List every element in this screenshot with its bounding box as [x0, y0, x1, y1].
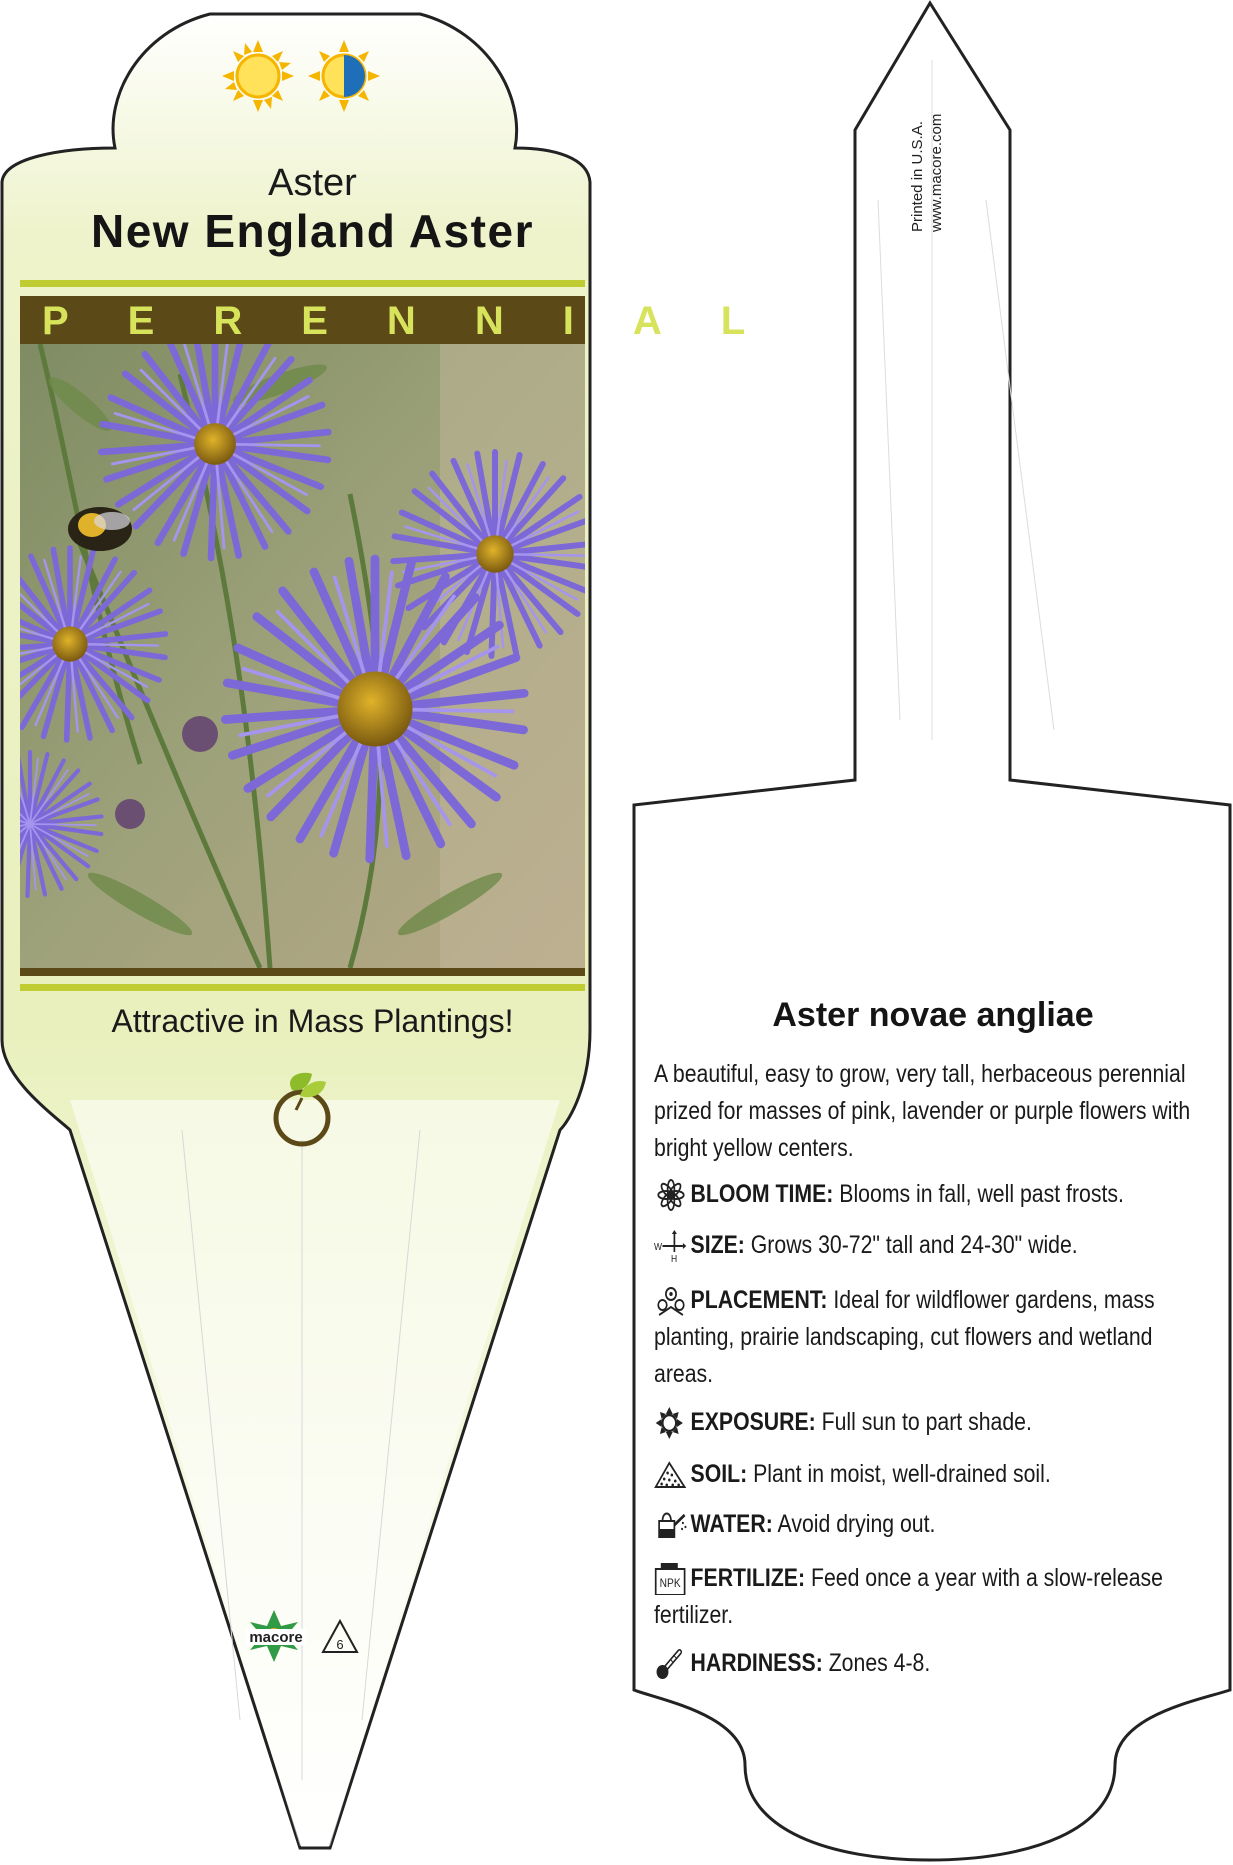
- info-label: FERTILIZE:: [690, 1564, 806, 1592]
- placement-icon: [654, 1285, 688, 1317]
- part-shade-icon: [308, 40, 380, 112]
- info-text: Grows 30-72" tall and 24-30" wide.: [750, 1231, 1078, 1259]
- size-icon-w: W: [654, 1241, 663, 1253]
- plant-common-name: New England Aster: [91, 205, 534, 257]
- front-band-underline: [20, 968, 585, 976]
- info-bloom-time: [654, 1176, 1199, 1213]
- bee: [68, 507, 132, 551]
- printed-in: Printed in U.S.A.: [909, 121, 926, 232]
- info-text: Zones 4-8.: [828, 1649, 931, 1677]
- info-text: Ideal for wildflower gardens, mass planting, prairie landscaping, cut flowers and wetland areas.: [654, 1286, 1155, 1388]
- info-label: EXPOSURE:: [690, 1408, 816, 1436]
- info-label: SIZE:: [690, 1231, 745, 1259]
- info-water: [654, 1506, 1199, 1543]
- sun-icon: [654, 1407, 688, 1439]
- fertilizer-icon: [654, 1563, 688, 1595]
- info-placement: [654, 1282, 1199, 1393]
- info-text: Full sun to part shade.: [821, 1408, 1032, 1436]
- exposure-icons: [220, 36, 380, 116]
- size-icon-h: H: [671, 1253, 678, 1263]
- size-icon: [654, 1230, 688, 1262]
- recycle-triangle-icon: [323, 1621, 357, 1652]
- botanical-name: Aster novae angliae: [772, 996, 1094, 1034]
- watering-can-icon: [654, 1509, 688, 1541]
- info-exposure: [654, 1404, 1199, 1441]
- info-text: Plant in moist, well-drained soil.: [753, 1460, 1051, 1488]
- info-label: HARDINESS:: [690, 1649, 823, 1677]
- info-label: WATER:: [690, 1510, 773, 1538]
- info-hardiness: [654, 1645, 1199, 1682]
- info-text: Avoid drying out.: [777, 1510, 936, 1538]
- plant-description: [654, 1056, 1191, 1167]
- plant-tagline: Attractive in Mass Plantings!: [111, 1003, 514, 1039]
- website: www.macore.com: [928, 113, 945, 232]
- front-lower-fade: [70, 1100, 560, 1846]
- info-soil: [654, 1456, 1199, 1493]
- info-label: PLACEMENT:: [690, 1286, 828, 1314]
- category-label: PERENNIAL: [42, 298, 805, 343]
- category-band: [20, 296, 805, 346]
- flower-icon: [654, 1179, 688, 1211]
- info-label: BLOOM TIME:: [690, 1180, 834, 1208]
- fertilizer-icon-text: NPK: [659, 1577, 681, 1591]
- description-text: A beautiful, easy to grow, very tall, herbaceous perennial prized for masses of pink, lavender or purple flowers with bright yellow centers.: [654, 1060, 1191, 1162]
- brand-name: macore: [249, 1629, 303, 1646]
- full-sun-icon: [222, 40, 294, 112]
- info-label: SOIL:: [690, 1460, 748, 1488]
- plant-genus: Aster: [268, 162, 357, 204]
- sprout-logo-icon: [268, 1070, 338, 1150]
- plant-photo: [20, 344, 585, 968]
- info-text: Blooms in fall, well past frosts.: [839, 1180, 1124, 1208]
- printed-info: [908, 22, 946, 232]
- macore-logo: [244, 1608, 364, 1668]
- recycle-code: 6: [336, 1637, 344, 1652]
- info-size: [654, 1227, 1199, 1264]
- soil-icon: [654, 1459, 688, 1491]
- thermometer-icon: [654, 1648, 688, 1680]
- front-bottom-rule: [20, 984, 585, 991]
- info-fertilize: [654, 1560, 1199, 1634]
- info-text: Feed once a year with a slow-release fertilizer.: [654, 1564, 1163, 1629]
- front-top-rule: [20, 280, 585, 287]
